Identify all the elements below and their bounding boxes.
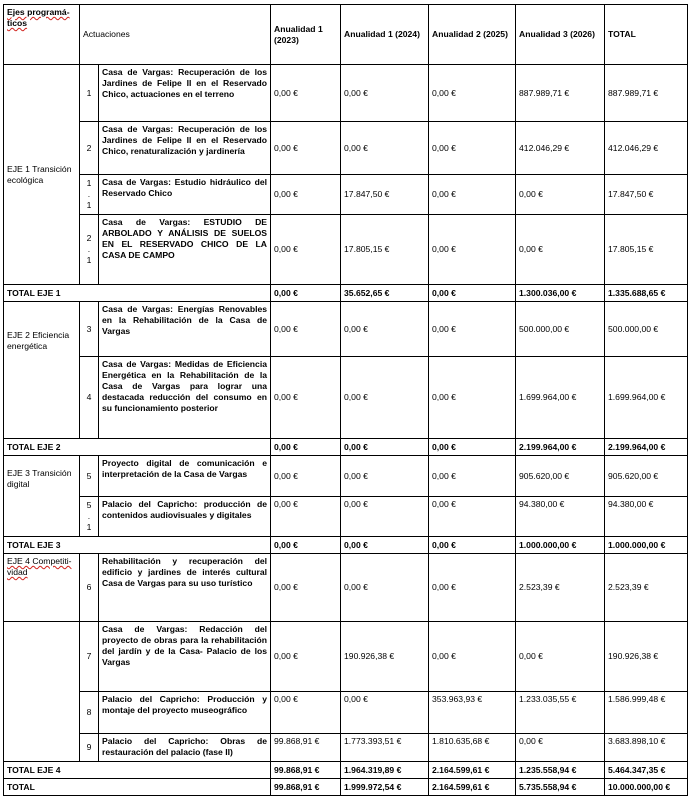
table-row	[4, 65, 688, 122]
grand-total-2024: 1.999.972,54 €	[341, 779, 429, 796]
value-2026: 905.620,00 €	[516, 456, 605, 497]
grand-total-2025: 2.164.599,61 €	[429, 779, 516, 796]
value-2025: 0,00 €	[429, 122, 516, 175]
budget-table	[3, 4, 688, 796]
row-number: 5	[80, 456, 99, 497]
total-2024: 1.964.319,89 €	[341, 762, 429, 779]
total-eje2-label: TOTAL EJE 2	[4, 439, 271, 456]
header-anualidad-2024: Anualidad 1 (2024)	[341, 5, 429, 65]
total-2023: 0,00 €	[271, 285, 341, 302]
total-eje4-label: TOTAL EJE 4	[4, 762, 271, 779]
value-2023: 0,00 €	[271, 175, 341, 215]
value-2026: 1.699.964,00 €	[516, 357, 605, 439]
total-2025: 0,00 €	[429, 285, 516, 302]
value-2024: 0,00 €	[341, 497, 429, 537]
header-ejes	[4, 5, 80, 65]
header-total: TOTAL	[605, 5, 688, 65]
total-2025: 0,00 €	[429, 439, 516, 456]
total-total: 2.199.964,00 €	[605, 439, 688, 456]
actuacion-text: Palacio del Capricho: Producción y montaje del proyecto museográfico	[99, 692, 271, 734]
value-2025: 0,00 €	[429, 554, 516, 622]
value-2025: 0,00 €	[429, 357, 516, 439]
row-number: 2 . 1	[80, 215, 99, 285]
value-2023: 0,00 €	[271, 622, 341, 692]
total-2026: 1.235.558,94 €	[516, 762, 605, 779]
total-2026: 1.300.036,00 €	[516, 285, 605, 302]
value-2023: 0,00 €	[271, 357, 341, 439]
value-2023: 99.868,91 €	[271, 734, 341, 762]
table-row	[4, 622, 688, 692]
value-2026: 1.233.035,55 €	[516, 692, 605, 734]
table-row	[4, 456, 688, 497]
value-2026: 0,00 €	[516, 215, 605, 285]
table-row	[4, 554, 688, 622]
value-2024: 190.926,38 €	[341, 622, 429, 692]
row-number: 9	[80, 734, 99, 762]
value-2026: 94.380,00 €	[516, 497, 605, 537]
value-2023: 0,00 €	[271, 456, 341, 497]
value-total: 1.586.999,48 €	[605, 692, 688, 734]
value-2023: 0,00 €	[271, 122, 341, 175]
value-2023: 0,00 €	[271, 497, 341, 537]
value-total: 2.523,39 €	[605, 554, 688, 622]
total-total: 1.000.000,00 €	[605, 537, 688, 554]
value-2024: 0,00 €	[341, 692, 429, 734]
total-2026: 1.000.000,00 €	[516, 537, 605, 554]
header-anualidad-2025: Anualidad 2 (2025)	[429, 5, 516, 65]
value-2025: 1.810.635,68 €	[429, 734, 516, 762]
table-row	[4, 215, 688, 285]
value-total: 3.683.898,10 €	[605, 734, 688, 762]
value-2024: 17.805,15 €	[341, 215, 429, 285]
value-total: 1.699.964,00 €	[605, 357, 688, 439]
total-row	[4, 285, 688, 302]
actuacion-text: Casa de Vargas: Medidas de Eficiencia Energética en la Rehabilitación de la Casa de Vargas para lograr una destacada reducción del consumo en su funcionamiento posterior	[99, 357, 271, 439]
header-anualidad-2023: Anualidad 1 (2023)	[271, 5, 341, 65]
table-row	[4, 302, 688, 357]
grand-total-total: 10.000.000,00 €	[605, 779, 688, 796]
actuacion-text: Rehabilitación y recuperación del edificio y jardines de interés cultural Casa de Vargas para su uso turístico	[99, 554, 271, 622]
total-total: 1.335.688,65 €	[605, 285, 688, 302]
actuacion-text: Casa de Vargas: Redacción del proyecto de obras para la rehabilitación del jardín y de la Casa- Palacio de los Vargas	[99, 622, 271, 692]
value-total: 887.989,71 €	[605, 65, 688, 122]
row-number: 8	[80, 692, 99, 734]
header-ejes-text: Ejes programá- ticos	[7, 7, 70, 28]
total-2023: 0,00 €	[271, 439, 341, 456]
value-2025: 353.963,93 €	[429, 692, 516, 734]
row-number: 1 . 1	[80, 175, 99, 215]
value-2025: 0,00 €	[429, 175, 516, 215]
table-row	[4, 122, 688, 175]
eje4-label	[4, 554, 80, 622]
eje1-label: EJE 1 Transición ecológica	[4, 65, 80, 285]
row-number: 5 . 1	[80, 497, 99, 537]
value-2023: 0,00 €	[271, 215, 341, 285]
actuacion-text: Palacio del Capricho: producción de contenidos audiovisuales y digitales	[99, 497, 271, 537]
total-total: 5.464.347,35 €	[605, 762, 688, 779]
row-number: 7	[80, 622, 99, 692]
actuacion-text: Palacio del Capricho: Obras de restauración del palacio (fase II)	[99, 734, 271, 762]
value-total: 17.805,15 €	[605, 215, 688, 285]
row-number: 3	[80, 302, 99, 357]
value-2025: 0,00 €	[429, 456, 516, 497]
row-number: 2	[80, 122, 99, 175]
eje2-label: EJE 2 Eficiencia energética	[4, 302, 80, 439]
table-row	[4, 734, 688, 762]
value-2023: 0,00 €	[271, 692, 341, 734]
actuacion-text: Casa de Vargas: ESTUDIO DE ARBOLADO Y ANÁLISIS DE SUELOS EN EL RESERVADO CHICO DE LA CASA DE CAMPO	[99, 215, 271, 285]
grand-total-label: TOTAL	[4, 779, 271, 796]
total-row	[4, 762, 688, 779]
value-2025: 0,00 €	[429, 302, 516, 357]
total-2023: 0,00 €	[271, 537, 341, 554]
table-row	[4, 497, 688, 537]
value-2026: 500.000,00 €	[516, 302, 605, 357]
value-total: 17.847,50 €	[605, 175, 688, 215]
total-2024: 35.652,65 €	[341, 285, 429, 302]
actuacion-text: Casa de Vargas: Recuperación de los Jardines de Felipe II en el Reservado Chico, renaturalización y jardinería	[99, 122, 271, 175]
value-2026: 887.989,71 €	[516, 65, 605, 122]
row-number: 1	[80, 65, 99, 122]
value-2023: 0,00 €	[271, 65, 341, 122]
value-total: 905.620,00 €	[605, 456, 688, 497]
row-number: 6	[80, 554, 99, 622]
actuacion-text: Proyecto digital de comunicación e interpretación de la Casa de Vargas	[99, 456, 271, 497]
total-2025: 2.164.599,61 €	[429, 762, 516, 779]
grand-total-2026: 5.735.558,94 €	[516, 779, 605, 796]
table-row	[4, 692, 688, 734]
value-2025: 0,00 €	[429, 215, 516, 285]
value-2026: 0,00 €	[516, 734, 605, 762]
value-2023: 0,00 €	[271, 302, 341, 357]
header-row	[4, 5, 688, 65]
value-2024: 0,00 €	[341, 302, 429, 357]
value-2024: 0,00 €	[341, 554, 429, 622]
value-2024: 0,00 €	[341, 122, 429, 175]
value-2025: 0,00 €	[429, 622, 516, 692]
value-2026: 2.523,39 €	[516, 554, 605, 622]
value-total: 190.926,38 €	[605, 622, 688, 692]
eje4-continuation	[4, 622, 80, 762]
table-row	[4, 357, 688, 439]
header-anualidad-2026: Anualidad 3 (2026)	[516, 5, 605, 65]
value-2024: 0,00 €	[341, 65, 429, 122]
total-eje1-label: TOTAL EJE 1	[4, 285, 271, 302]
total-2024: 0,00 €	[341, 439, 429, 456]
value-total: 94.380,00 €	[605, 497, 688, 537]
value-2024: 0,00 €	[341, 357, 429, 439]
table-row	[4, 175, 688, 215]
value-2023: 0,00 €	[271, 554, 341, 622]
actuacion-text: Casa de Vargas: Energías Renovables en la Rehabilitación de la Casa de Vargas	[99, 302, 271, 357]
total-2023: 99.868,91 €	[271, 762, 341, 779]
total-2024: 0,00 €	[341, 537, 429, 554]
total-eje3-label: TOTAL EJE 3	[4, 537, 271, 554]
grand-total-2023: 99.868,91 €	[271, 779, 341, 796]
eje3-label: EJE 3 Transición digital	[4, 456, 80, 537]
value-2025: 0,00 €	[429, 497, 516, 537]
value-2026: 0,00 €	[516, 622, 605, 692]
actuacion-text: Casa de Vargas: Estudio hidráulico del Reservado Chico	[99, 175, 271, 215]
value-total: 412.046,29 €	[605, 122, 688, 175]
value-total: 500.000,00 €	[605, 302, 688, 357]
eje4-label-text: EJE 4 Competiti- vidad	[7, 556, 72, 577]
value-2026: 0,00 €	[516, 175, 605, 215]
total-row	[4, 537, 688, 554]
value-2024: 17.847,50 €	[341, 175, 429, 215]
actuacion-text: Casa de Vargas: Recuperación de los Jardines de Felipe II en el Reservado Chico, actuaciones en el terreno	[99, 65, 271, 122]
grand-total-row	[4, 779, 688, 796]
value-2025: 0,00 €	[429, 65, 516, 122]
total-2026: 2.199.964,00 €	[516, 439, 605, 456]
total-2025: 0,00 €	[429, 537, 516, 554]
header-actuaciones: Actuaciones	[80, 5, 271, 65]
value-2026: 412.046,29 €	[516, 122, 605, 175]
value-2024: 0,00 €	[341, 456, 429, 497]
total-row	[4, 439, 688, 456]
row-number: 4	[80, 357, 99, 439]
value-2024: 1.773.393,51 €	[341, 734, 429, 762]
